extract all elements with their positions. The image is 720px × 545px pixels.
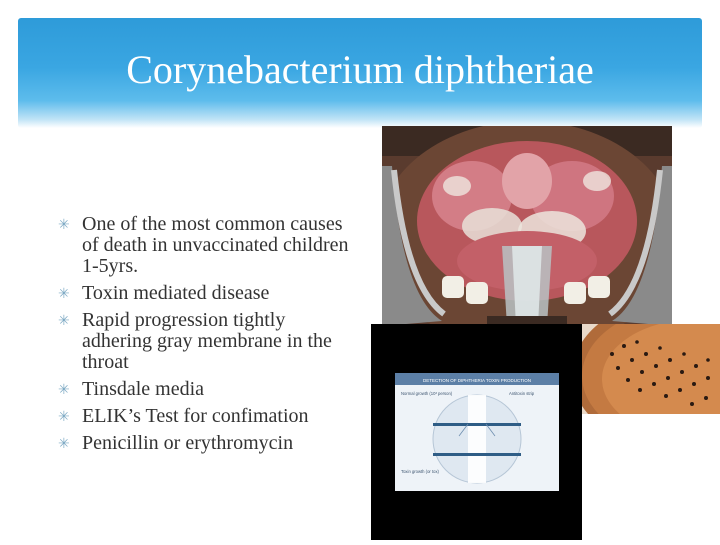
bullet-text: Penicillin or erythromycin [82, 432, 294, 454]
throat-photo-graphic [382, 126, 672, 326]
asterisk-icon: ✳ [58, 313, 70, 329]
elek-test-diagram [371, 324, 582, 540]
asterisk-icon: ✳ [58, 217, 70, 233]
bullet-text: Toxin mediated disease [82, 282, 270, 304]
asterisk-icon: ✳ [58, 382, 70, 398]
bullet-list [58, 214, 358, 460]
diagram-label-top-right: Antitoxin strip [509, 391, 535, 396]
slide-title: Corynebacterium diphtheriae [126, 47, 594, 92]
diagram-label-top-left: Normal growth (10³ person) [401, 391, 453, 396]
bullet-text: Rapid progression tightly adhering gray membrane in the throat [82, 309, 332, 373]
bullet-item [58, 310, 358, 373]
bullet-item [58, 406, 358, 427]
culture-plate-graphic [582, 324, 720, 414]
elek-test-diagram-frame [371, 324, 582, 540]
asterisk-icon: ✳ [58, 409, 70, 425]
asterisk-icon: ✳ [58, 286, 70, 302]
bullet-text: Tinsdale media [82, 378, 205, 400]
bullet-text: One of the most common causes of death in unvaccinated children 1-5yrs. [82, 213, 349, 277]
asterisk-icon: ✳ [58, 436, 70, 452]
culture-plate-photo [582, 324, 720, 414]
throat-membrane-photo [382, 126, 672, 326]
bullet-item [58, 433, 358, 454]
bullet-item [58, 283, 358, 304]
diagram-label-bottom-left: Toxin growth (or tox) [401, 469, 439, 474]
bullet-item [58, 379, 358, 400]
bullet-item [58, 214, 358, 277]
bullet-text: ELIK’s Test for confimation [82, 405, 309, 427]
diagram-heading: DETECTION OF DIPHTHERIA TOXIN PRODUCTION [422, 378, 532, 383]
